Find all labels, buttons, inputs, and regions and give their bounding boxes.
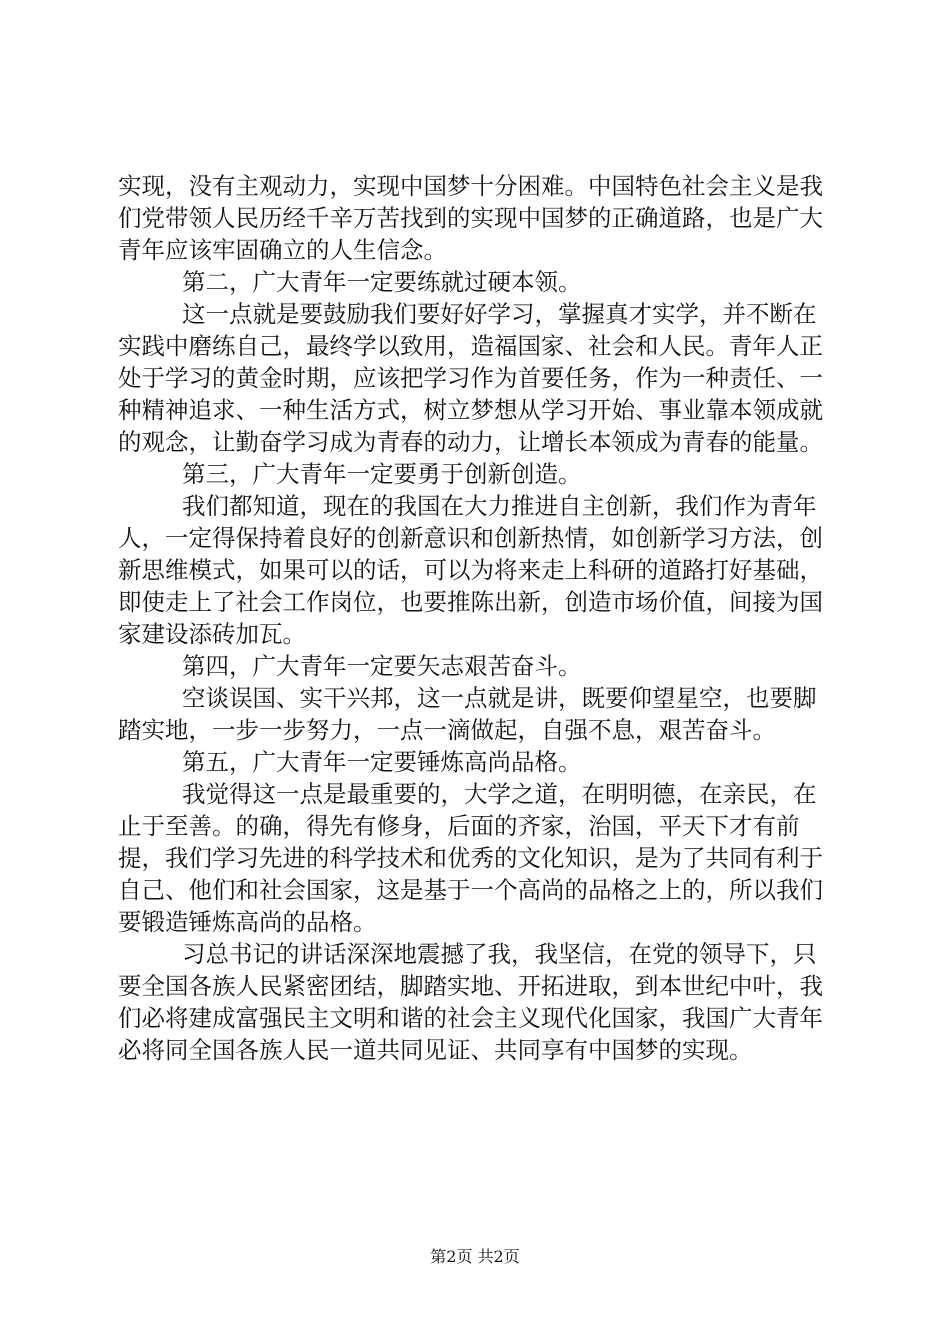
- paragraph-point-four: 空谈误国、实干兴邦，这一点就是讲，既要仰望星空，也要脚踏实地，一步一步努力，一点一滴做起，自强不息，艰苦奋斗。: [118, 684, 817, 744]
- paragraph-point-two: 这一点就是要鼓励我们要好好学习，掌握真才实学，并不断在实践中磨练自己，最终学以致用，造福国家、社会和人民。青年人正处于学习的黄金时期，应该把学习作为首要任务，作为一种责任、一种精神追求、一种生活方式，树立梦想从学习开始、事业靠本领成就的观念，让勤奋学习成为青春的动力，让增长本领成为青春的能量。: [118, 300, 823, 456]
- page-number-footer: 第2页 共2页: [430, 1247, 520, 1266]
- paragraph-conclusion: 习总书记的讲话深深地震撼了我，我坚信，在党的领导下，只要全国各族人民紧密团结，脚踏实地、开拓进取，到本世纪中叶，我们必将建成富强民主文明和谐的社会主义现代化国家，我国广大青年必将同全国各族人民一道共同见证、共同享有中国梦的实现。: [118, 940, 823, 1064]
- paragraph-point-five: 我觉得这一点是最重要的，大学之道，在明明德，在亲民，在止于至善。的确，得先有修身，后面的齐家，治国，平天下才有前提，我们学习先进的科学技术和优秀的文化知识，是为了共同有利于自己、他们和社会国家，这是基于一个高尚的品格之上的，所以我们要锻造锤炼高尚的品格。: [118, 780, 823, 936]
- paragraph-point-three: 我们都知道，现在的我国在大力推进自主创新，我们作为青年人，一定得保持着良好的创新意识和创新热情，如创新学习方法，创新思维模式，如果可以的话，可以为将来走上科研的道路打好基础，即使走上了社会工作岗位，也要推陈出新，创造市场价值，间接为国家建设添砖加瓦。: [118, 492, 823, 648]
- heading-point-three: 第三，广大青年一定要勇于创新创造。: [182, 460, 582, 488]
- heading-point-four: 第四，广大青年一定要矢志艰苦奋斗。: [182, 652, 582, 680]
- heading-point-five: 第五，广大青年一定要锤炼高尚品格。: [182, 748, 582, 776]
- heading-point-two: 第二，广大青年一定要练就过硬本领。: [182, 268, 582, 296]
- paragraph-continuation: 实现，没有主观动力，实现中国梦十分困难。中国特色社会主义是我们党带领人民历经千辛万苦找到的实现中国梦的正确道路，也是广大青年应该牢固确立的人生信念。: [118, 172, 823, 264]
- document-body: [118, 170, 834, 1066]
